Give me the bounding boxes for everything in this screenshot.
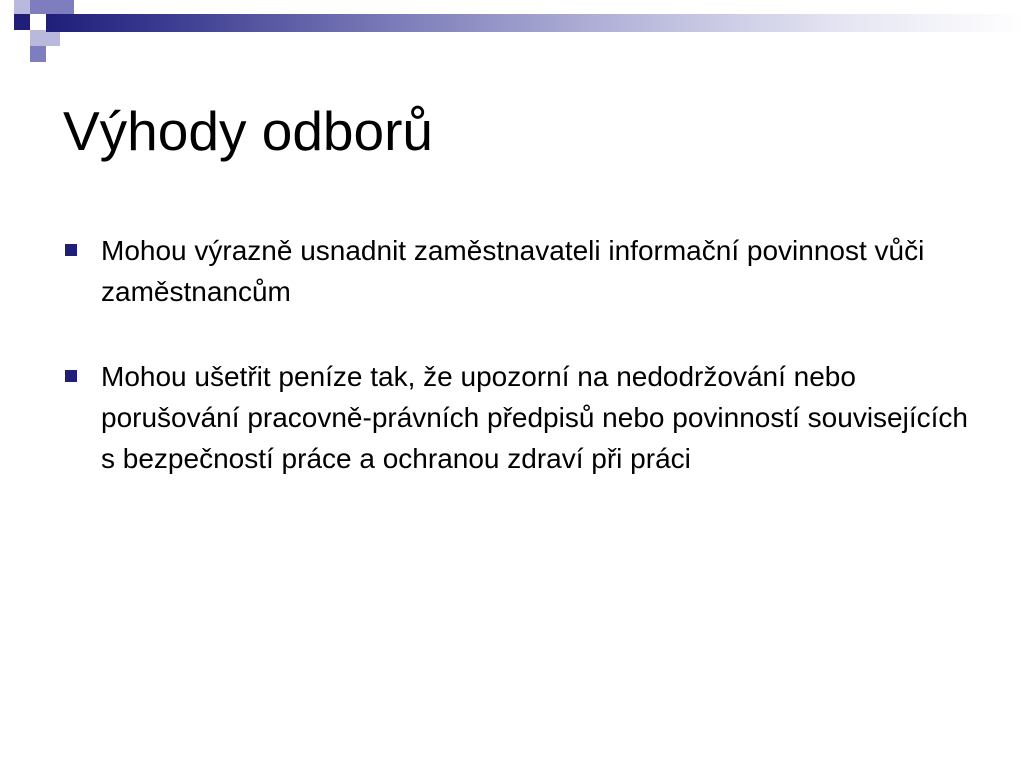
checker-square-icon: [14, 0, 30, 14]
checker-square-icon: [46, 0, 60, 14]
bullet-item: [63, 230, 968, 312]
bullet-item: [63, 356, 968, 479]
checker-square-icon: [30, 30, 46, 46]
square-bullet-icon: [65, 244, 77, 256]
slide-title: Výhody odborů: [63, 100, 433, 162]
checker-square-icon: [14, 14, 30, 30]
checker-square-icon: [30, 0, 46, 14]
checker-square-icon: [60, 0, 74, 14]
bullet-text: Mohou výrazně usnadnit zaměstnavateli informační povinnost vůči zaměstnancům: [101, 235, 925, 307]
square-bullet-icon: [65, 370, 77, 382]
bullet-list: [63, 230, 968, 523]
checker-square-icon: [30, 46, 46, 62]
bullet-text: Mohou ušetřit peníze tak, že upozorní na nedodržování nebo porušování pracovně-právních předpisů nebo povinností souvisejících s bezpečností práce a ochranou zdraví při práci: [101, 361, 968, 474]
header-gradient-bar: [46, 14, 1024, 32]
checker-square-icon: [46, 30, 60, 46]
